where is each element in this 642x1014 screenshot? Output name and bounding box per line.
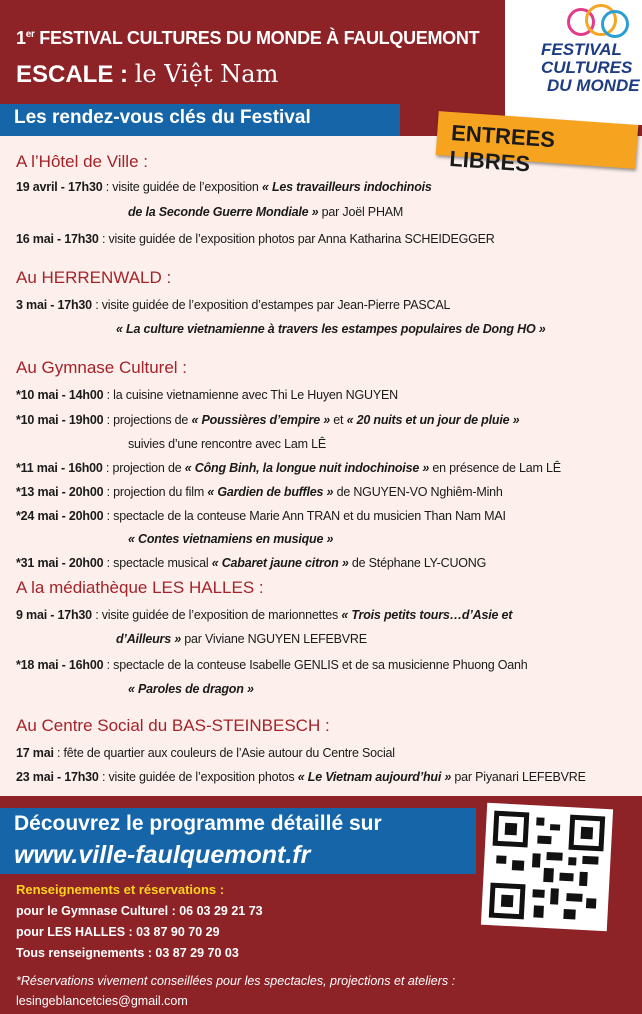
event-line: 17 mai : fête de quartier aux couleurs de l’Asie autour du Centre Social [16, 746, 395, 760]
program-link-banner [0, 808, 476, 874]
event-line: « Paroles de dragon » [128, 682, 254, 696]
event-line: 3 mai - 17h30 : visite guidée de l’exposition d’estampes par Jean-Pierre PASCAL [16, 298, 451, 312]
event-line: « La culture vietnamienne à travers les estampes populaires de Dong HO » [116, 322, 546, 336]
reservation-note: *Réservations vivement conseillées pour les spectacles, projections et ateliers : [16, 974, 456, 988]
event-line: suivies d’une rencontre avec Lam LÊ [128, 437, 326, 451]
event-line: *24 mai - 20h00 : spectacle de la conteuse Marie Ann TRAN et du musicien Than Nam MAI [16, 509, 506, 523]
info-title: Renseignements et réservations : [16, 882, 225, 897]
event-line: « Contes vietnamiens en musique » [128, 532, 334, 546]
festival-logo [505, 0, 642, 125]
logo-line-1: FESTIVAL [541, 40, 622, 59]
qr-code-icon [481, 803, 613, 931]
section-hotel-de-ville: A l’Hôtel de Ville : [16, 152, 148, 171]
event-line: *10 mai - 14h00 : la cuisine vietnamienne avec Thi Le Huyen NGUYEN [16, 388, 398, 402]
discover-text: Découvrez le programme détaillé sur [14, 812, 382, 835]
section-les-halles: A la médiathèque LES HALLES : [16, 578, 264, 597]
section-gymnase-culturel: Au Gymnase Culturel : [16, 358, 188, 377]
phone-gymnase: pour le Gymnase Culturel : 06 03 29 21 73 [16, 904, 263, 918]
qr-code[interactable] [481, 803, 613, 931]
event-line: 16 mai - 17h30 : visite guidée de l’exposition photos par Anna Katharina SCHEIDEGGER [16, 232, 495, 246]
banner-text: Les rendez-vous clés du Festival [14, 107, 311, 128]
phone-halles: pour LES HALLES : 03 87 90 70 29 [16, 925, 220, 939]
event-line: 23 mai - 17h30 : visite guidée de l’exposition photos « Le Vietnam aujourd’hui » par Piyanari LEFEBVRE [16, 770, 586, 784]
event-line: de la Seconde Guerre Mondiale » par Joël PHAM [128, 205, 404, 219]
logo-line-3: DU MONDE [547, 76, 640, 95]
event-line: 9 mai - 17h30 : visite guidée de l’exposition de marionnettes « Trois petits tours…d’Asie et [16, 608, 513, 622]
key-events-banner [0, 104, 400, 136]
event-line: *18 mai - 16h00 : spectacle de la conteuse Isabelle GENLIS et de sa musicienne Phuong Oanh [16, 658, 528, 672]
event-line: *10 mai - 19h00 : projections de « Poussières d’empire » et « 20 nuits et un jour de pluie » [16, 413, 520, 427]
event-line: d’Ailleurs » par Viviane NGUYEN LEFEBVRE [116, 632, 367, 646]
festival-title: 1er FESTIVAL CULTURES DU MONDE À FAULQUEMONT [16, 28, 480, 48]
badge-text: ENTREES LIBRES [448, 120, 556, 177]
section-centre-social: Au Centre Social du BAS-STEINBESCH : [16, 716, 330, 735]
section-herrenwald: Au HERRENWALD : [16, 268, 172, 287]
contact-email[interactable]: lesingeblancetcies@gmail.com [16, 994, 188, 1008]
event-line: 19 avril - 17h30 : visite guidée de l’exposition « Les travailleurs indochinois [16, 180, 432, 194]
globe-icon-3 [601, 10, 629, 38]
website-link[interactable]: www.ville-faulquemont.fr [14, 841, 311, 869]
event-line: *31 mai - 20h00 : spectacle musical « Cabaret jaune citron » de Stéphane LY-CUONG [16, 556, 487, 570]
logo-line-2: CULTURES [541, 58, 633, 77]
event-line: *13 mai - 20h00 : projection du film « Gardien de buffles » de NGUYEN-VO Nghiêm-Minh [16, 485, 503, 499]
event-line: *11 mai - 16h00 : projection de « Công Binh, la longue nuit indochinoise » en présence de Lam LÊ [16, 461, 561, 475]
escale-title: ESCALE : le Việt Nam [16, 60, 279, 88]
phone-general: Tous renseignements : 03 87 29 70 03 [16, 946, 239, 960]
